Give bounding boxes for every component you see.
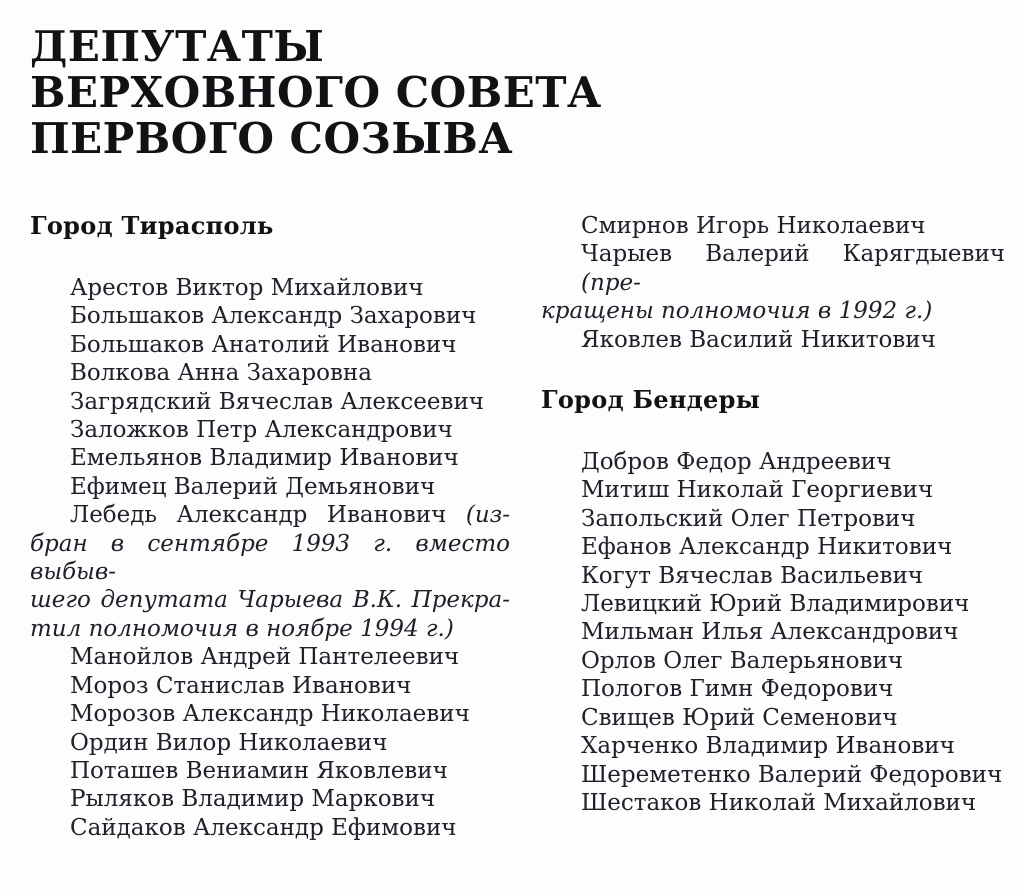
entry-line bbox=[30, 729, 510, 757]
deputy-entry bbox=[30, 359, 510, 387]
entry-line bbox=[30, 643, 510, 671]
entry-name-text: Левицкий Юрий Владимирович bbox=[581, 591, 970, 618]
entry-line bbox=[30, 757, 510, 785]
entry-line bbox=[30, 501, 510, 529]
entry-note-text: шего депутата Чарыева В.К. Прекра- bbox=[30, 587, 510, 614]
entry-line bbox=[541, 618, 1005, 646]
entry-note-text: бран в сентябре 1993 г. вместо выбыв- bbox=[30, 530, 510, 586]
column-right bbox=[541, 212, 1005, 817]
entry-line bbox=[541, 704, 1005, 732]
entry-name-text: Добров Федор Андреевич bbox=[581, 449, 892, 476]
entry-line bbox=[30, 359, 510, 387]
entry-line bbox=[30, 530, 510, 587]
deputy-entry bbox=[30, 473, 510, 501]
entry-line bbox=[30, 473, 510, 501]
entry-line bbox=[541, 533, 1005, 561]
entry-name-text: Орлов Олег Валерьянович bbox=[581, 647, 903, 674]
entry-note-text: тил полномочия в ноябре 1994 г.) bbox=[30, 615, 454, 642]
deputies-list-bendery bbox=[541, 448, 1005, 817]
deputy-entry bbox=[541, 732, 1005, 760]
deputy-entry bbox=[30, 416, 510, 444]
deputy-entry bbox=[541, 675, 1005, 703]
deputy-entry bbox=[541, 761, 1005, 789]
entry-name-text: Морозов Александр Николаевич bbox=[70, 701, 470, 728]
column-left bbox=[30, 212, 510, 842]
entry-line bbox=[541, 297, 1005, 325]
entry-name-text: Харченко Владимир Иванович bbox=[581, 733, 955, 760]
deputy-entry bbox=[30, 643, 510, 671]
entry-name-text: Арестов Виктор Михайлович bbox=[70, 275, 424, 301]
entry-name-text: Лебедь Александр Иванович bbox=[70, 502, 466, 529]
entry-line bbox=[30, 785, 510, 813]
entry-line bbox=[541, 675, 1005, 703]
entry-note-text: кращены полномочия в 1992 г.) bbox=[541, 298, 933, 325]
section-heading-bendery: Город Бендеры bbox=[541, 385, 761, 415]
section-heading-tiraspol: Город Тирасполь bbox=[30, 211, 274, 240]
deputy-entry bbox=[30, 331, 510, 359]
entry-name-text: Запольский Олег Петрович bbox=[581, 505, 916, 532]
title-line: ВЕРХОВНОГО СОВЕТА bbox=[30, 68, 602, 117]
entry-line bbox=[30, 274, 510, 302]
entry-name-text: Яковлев Василий Никитович bbox=[581, 326, 936, 353]
deputy-entry bbox=[541, 326, 1005, 354]
two-column-layout bbox=[30, 212, 1005, 842]
title-line: ПЕРВОГО СОЗЫВА bbox=[30, 114, 514, 163]
entry-name-text: Чарыев Валерий Карягдыевич bbox=[581, 241, 1005, 268]
deputy-entry bbox=[30, 700, 510, 728]
entry-line bbox=[30, 302, 510, 330]
entry-name-text: Ордин Вилор Николаевич bbox=[70, 729, 388, 756]
deputy-entry bbox=[541, 505, 1005, 533]
entry-line bbox=[541, 326, 1005, 354]
deputy-entry bbox=[30, 444, 510, 472]
entry-line bbox=[541, 732, 1005, 760]
deputies-list-tiraspol-continued bbox=[541, 212, 1005, 354]
deputy-entry bbox=[541, 476, 1005, 504]
deputy-entry bbox=[541, 618, 1005, 646]
entry-note-text: (из- bbox=[465, 502, 510, 529]
entry-name-text: Большаков Анатолий Иванович bbox=[70, 331, 457, 358]
entry-line bbox=[541, 240, 1005, 297]
entry-line bbox=[30, 814, 510, 842]
entry-name-text: Шестаков Николай Михайлович bbox=[581, 789, 977, 816]
entry-line bbox=[541, 647, 1005, 675]
deputy-entry bbox=[30, 672, 510, 700]
entry-name-text: Сайдаков Александр Ефимович bbox=[70, 814, 457, 841]
entry-line bbox=[30, 586, 510, 614]
entry-line bbox=[541, 212, 1005, 240]
entry-line bbox=[541, 761, 1005, 789]
entry-line bbox=[541, 590, 1005, 618]
entry-line bbox=[541, 476, 1005, 504]
entry-name-text: Загрядский Вячеслав Алексеевич bbox=[70, 388, 485, 415]
entry-name-text: Поташев Вениамин Яковлевич bbox=[70, 757, 448, 784]
deputy-entry bbox=[541, 448, 1005, 476]
deputies-list-tiraspol bbox=[30, 274, 510, 842]
entry-line bbox=[30, 416, 510, 444]
deputy-entry bbox=[30, 501, 510, 643]
deputy-entry bbox=[541, 533, 1005, 561]
entry-line bbox=[30, 388, 510, 416]
title-line: ДЕПУТАТЫ bbox=[30, 22, 325, 71]
entry-line bbox=[30, 331, 510, 359]
deputy-entry bbox=[541, 704, 1005, 732]
entry-name-text: Емельянов Владимир Иванович bbox=[70, 445, 459, 472]
entry-name-text: Пологов Гимн Федорович bbox=[581, 676, 894, 703]
entry-line bbox=[30, 615, 510, 643]
deputy-entry bbox=[30, 274, 510, 302]
entry-line bbox=[541, 505, 1005, 533]
deputy-entry bbox=[30, 388, 510, 416]
deputy-entry bbox=[30, 785, 510, 813]
deputy-entry bbox=[30, 757, 510, 785]
entry-name-text: Когут Вячеслав Васильевич bbox=[581, 562, 924, 589]
deputy-entry bbox=[30, 729, 510, 757]
entry-line bbox=[30, 672, 510, 700]
entry-name-text: Большаков Александр Захарович bbox=[70, 303, 477, 330]
entry-name-text: Ефимец Валерий Демьянович bbox=[70, 473, 436, 500]
entry-name-text: Мильман Илья Александрович bbox=[581, 619, 959, 646]
entry-name-text: Шереметенко Валерий Федорович bbox=[581, 761, 1003, 788]
entry-name-text: Свищев Юрий Семенович bbox=[581, 704, 898, 731]
entry-name-text: Митиш Николай Георгиевич bbox=[581, 477, 934, 504]
entry-line bbox=[30, 700, 510, 728]
entry-name-text: Рыляков Владимир Маркович bbox=[70, 786, 436, 813]
deputy-entry bbox=[541, 240, 1005, 325]
deputy-entry bbox=[541, 590, 1005, 618]
entry-name-text: Ефанов Александр Никитович bbox=[581, 534, 953, 561]
deputy-entry bbox=[541, 562, 1005, 590]
deputy-entry bbox=[30, 814, 510, 842]
entry-line bbox=[541, 789, 1005, 817]
entry-name-text: Мороз Станислав Иванович bbox=[70, 672, 412, 699]
deputy-entry bbox=[541, 789, 1005, 817]
entry-note-text: (пре- bbox=[581, 269, 641, 296]
entry-name-text: Смирнов Игорь Николаевич bbox=[581, 213, 926, 239]
entry-name-text: Манойлов Андрей Пантелеевич bbox=[70, 644, 460, 671]
deputy-entry bbox=[30, 302, 510, 330]
entry-line bbox=[541, 448, 1005, 476]
entry-line bbox=[30, 444, 510, 472]
entry-line bbox=[541, 562, 1005, 590]
deputy-entry bbox=[541, 647, 1005, 675]
page-title bbox=[30, 24, 1005, 162]
deputy-entry bbox=[541, 212, 1005, 240]
entry-name-text: Заложков Петр Александрович bbox=[70, 417, 453, 444]
entry-name-text: Волкова Анна Захаровна bbox=[70, 360, 372, 387]
